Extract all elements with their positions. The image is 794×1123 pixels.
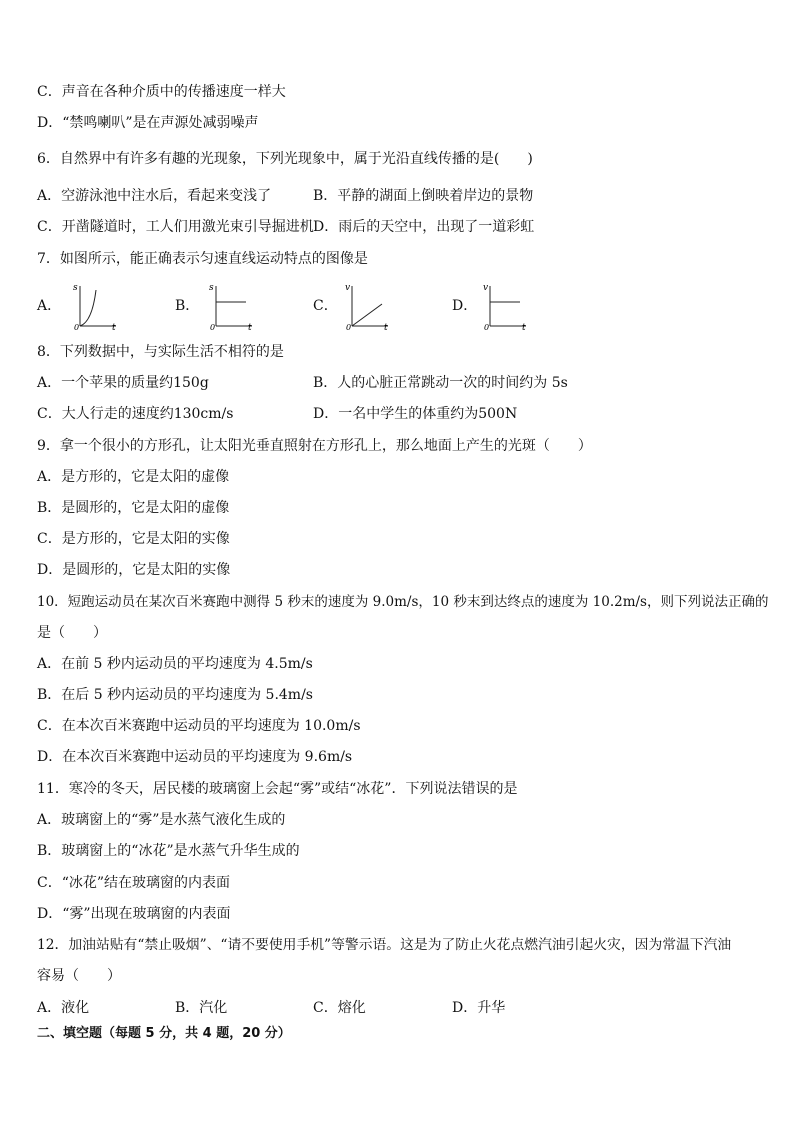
q7-a-xaxis: t (112, 323, 116, 330)
q7-a-yaxis: s (73, 283, 78, 293)
q8-option-c: C．大人行走的速度约130cm/s (37, 406, 234, 422)
q7-graph-d (480, 280, 530, 330)
q7-c-yaxis: v (345, 283, 351, 293)
q12-option-b: B．汽化 (175, 1000, 228, 1016)
q6-option-b: B．平静的湖面上倒映着岸边的景物 (313, 188, 534, 204)
q10-option-a: A．在前 5 秒内运动员的平均速度为 4.5m/s (37, 656, 313, 672)
question-8: 8．下列数据中，与实际生活不相符的是 (37, 344, 284, 360)
q12-option-c: C．熔化 (313, 1000, 366, 1016)
q10-option-d: D．在本次百米赛跑中运动员的平均速度为 9.6m/s (37, 749, 353, 765)
q11-option-c: C．“冰花”结在玻璃窗的内表面 (37, 875, 231, 891)
q8-option-b: B．人的心脏正常跳动一次的时间约为 5s (313, 375, 568, 391)
q10-option-b: B．在后 5 秒内运动员的平均速度为 5.4m/s (37, 687, 313, 703)
q7-b-origin: 0 (210, 323, 216, 330)
section-2-heading: 二、填空题（每题 5 分，共 4 题，20 分） (37, 1026, 291, 1041)
q7-graph-b (206, 280, 256, 330)
q7-option-b-label: B． (175, 298, 200, 314)
question-9: 9．拿一个很小的方形孔，让太阳光垂直照射在方形孔上，那么地面上产生的光斑（ ） (37, 438, 592, 454)
q7-option-d-label: D． (452, 298, 478, 314)
q5-option-d: D．“禁鸣喇叭”是在声源处减弱噪声 (37, 115, 259, 131)
question-6: 6．自然界中有许多有趣的光现象，下列光现象中，属于光沿直线传播的是( ) (37, 151, 533, 167)
q9-option-b: B．是圆形的，它是太阳的虚像 (37, 500, 230, 516)
q11-option-d: D．“雾”出现在玻璃窗的内表面 (37, 906, 231, 922)
q7-option-c-label: C． (313, 298, 338, 314)
q8-option-d: D．一名中学生的体重约为500N (313, 406, 518, 422)
q7-graph-a (70, 280, 120, 330)
q9-option-a: A．是方形的，它是太阳的虚像 (37, 469, 230, 485)
q7-d-yaxis: v (483, 283, 489, 293)
q10-option-c: C．在本次百米赛跑中运动员的平均速度为 10.0m/s (37, 718, 361, 734)
question-7: 7．如图所示，能正确表示匀速直线运动特点的图像是 (37, 251, 368, 267)
q8-option-a: A．一个苹果的质量约150g (37, 375, 209, 391)
q7-c-origin: 0 (346, 323, 352, 330)
q7-option-a-label: A． (37, 298, 62, 314)
q6-option-d: D．雨后的天空中，出现了一道彩虹 (313, 219, 535, 235)
q7-c-xaxis: t (384, 323, 388, 330)
q7-d-xaxis: t (522, 323, 526, 330)
q9-option-c: C．是方形的，它是太阳的实像 (37, 531, 230, 547)
question-12-cont: 容易（ ） (37, 968, 121, 984)
q7-a-origin: 0 (74, 323, 80, 330)
question-10-cont: 是（ ） (37, 625, 107, 641)
question-11: 11．寒冷的冬天，居民楼的玻璃窗上会起“雾”或结“冰花”．下列说法错误的是 (37, 781, 518, 797)
q6-option-a: A．空游泳池中注水后，看起来变浅了 (37, 188, 272, 204)
q7-graph-c (342, 280, 392, 330)
question-10: 10．短跑运动员在某次百米赛跑中测得 5 秒末的速度为 9.0m/s，10 秒末到达终点的速度为 10.2m/s，则下列说法正确的 (37, 594, 769, 610)
question-12: 12．加油站贴有“禁止吸烟”、“请不要使用手机”等警示语。这是为了防止火花点燃汽油引起火灾，因为常温下汽油 (37, 937, 732, 953)
q7-d-origin: 0 (484, 323, 490, 330)
q6-option-c: C．开凿隧道时，工人们用激光束引导掘进机 (37, 219, 314, 235)
q9-option-d: D．是圆形的，它是太阳的实像 (37, 562, 231, 578)
q5-option-c: C．声音在各种介质中的传播速度一样大 (37, 84, 286, 100)
q7-b-yaxis: s (209, 283, 214, 293)
q11-option-a: A．玻璃窗上的“雾”是水蒸气液化生成的 (37, 812, 286, 828)
q11-option-b: B．玻璃窗上的“冰花”是水蒸气升华生成的 (37, 843, 300, 859)
q12-option-d: D．升华 (452, 1000, 506, 1016)
q12-option-a: A．液化 (37, 1000, 90, 1016)
q7-b-xaxis: t (248, 323, 252, 330)
